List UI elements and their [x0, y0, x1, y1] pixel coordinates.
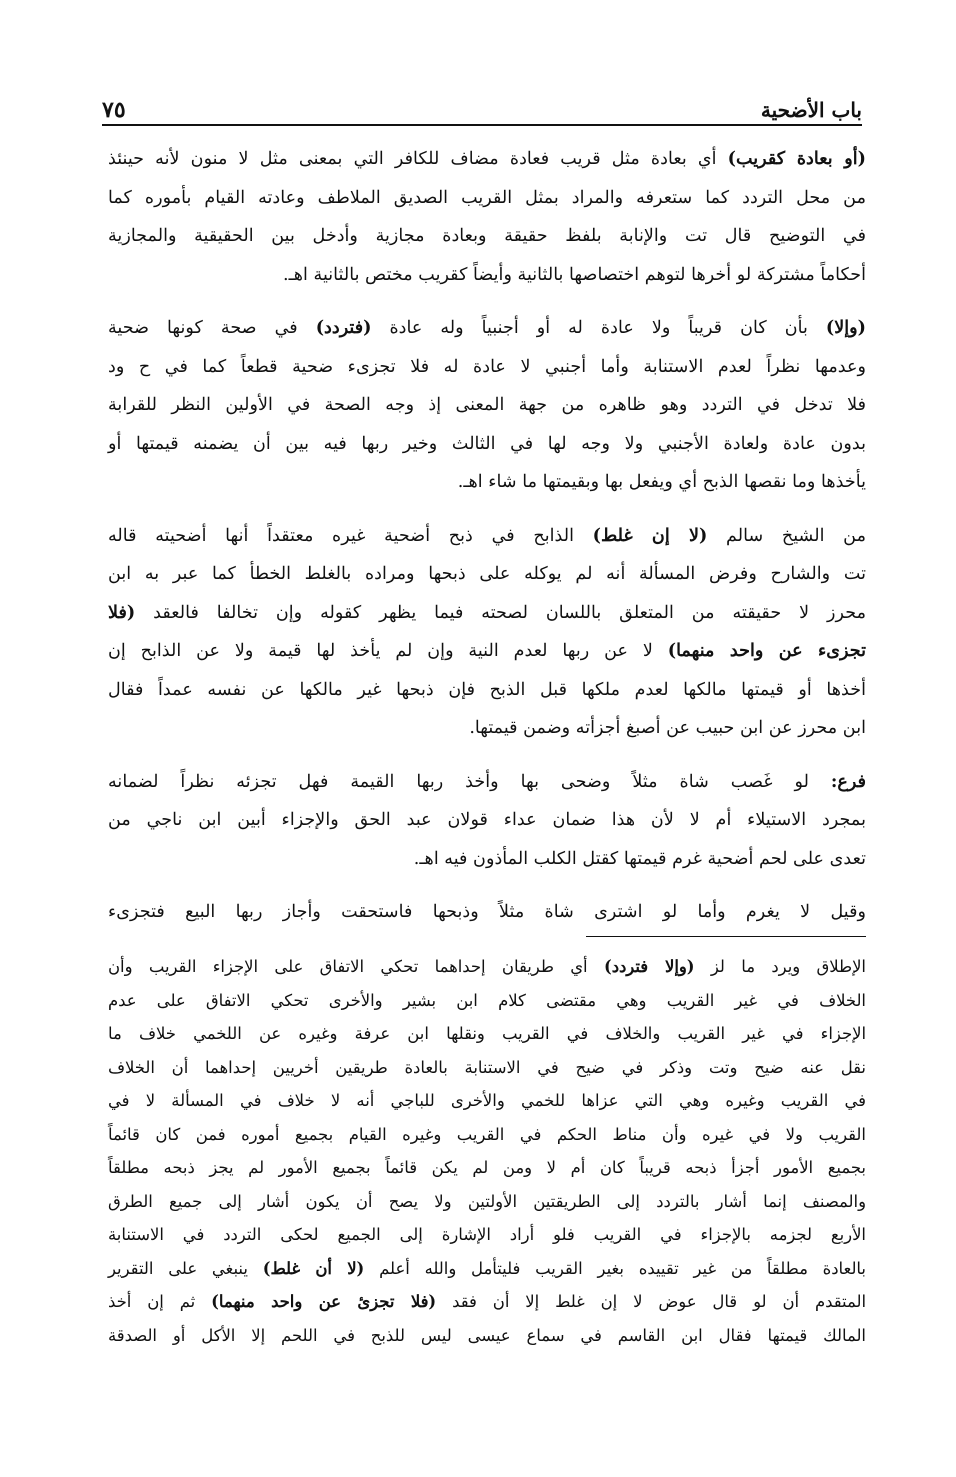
bold-phrase: (فلا تجزئ عن واحد منهما) [211, 1292, 437, 1311]
text-line: الإطلاق ويرد ما لز (وإلا فتردد) أي طريقان إحداهما تحكي الاتفاق على الإجزاء القريب وأن [108, 957, 866, 976]
text-line: في التوضيح قال تت والإنابة بلفظ حقيقة وبعادة مجازية وأدخل بين الحقيقية والمجازية [108, 226, 866, 246]
text-line: بدون عادة ولعادة الأجنبي ولا وجه لها في الثالث وخير ربها فيه بين أن يضمنه قيمتها أو [108, 433, 866, 454]
paragraph-4 [108, 763, 866, 879]
chapter-title: باب الأضحية [747, 96, 862, 124]
text-line: (وإلا) بأن كان قريباً ولا عادة له أو أجنبياً وله عادة (فتردد) في صحة كونها ضحية [108, 317, 866, 338]
main-text [108, 140, 866, 947]
bold-phrase: (وإلا) [825, 317, 866, 338]
text-line: المتقدم أن لو قال عوض لا إن غلط إلا أن فقد (فلا تجزئ عن واحد منهما) ثم إن أخذ [108, 1292, 866, 1311]
text-line: (أو بعادة كقريب) أي بعادة مثل قريب فعادة مضاف للكافر التي بمعنى مثل لا منون لأنه حينئذ [108, 148, 866, 169]
text-line: يأخذها وما نقصها الذبح أي ويفعل بها وبقيمتها ما شاء اهـ. [457, 472, 866, 492]
text-line: تجزىء عن واحد منهما) لا عن ربها لعدم النية وإن لم يأخذ لها قيمة ولا عن الذابح إن [108, 640, 866, 661]
bold-phrase: (فتردد) [315, 317, 372, 338]
text-line: وقيل لا يغرم وأما لو اشترى شاة مثلاً وذبحها فاستحقت وأجاز ربها البيع فتجزىء [108, 902, 866, 922]
text-line: الإجزاء في غير القريب والخلاف في القريب ونقلها ابن عرفة وغيره عن اللخمي خلاف ما [108, 1024, 866, 1043]
text-line: فرع: لو غَصب شاة مثلاً وضحى بها وأخذ ربها القيمة فهل تجزئه نظراً لضمانه [108, 770, 867, 792]
paragraph-5 [108, 893, 866, 932]
bold-phrase: تجزىء عن واحد منهما) [667, 640, 866, 661]
text-line: الأربع لجزمه بالإجزاء في القريب فلو أراد الإشارة إلى الجميع لحكى التردد في الاستنابة [108, 1225, 866, 1244]
text-line: من الشيخ سالم (لا إن غلط) الذابح في ذبح أضحية غيره معتقداً أنها أضحيته قاله [108, 524, 866, 546]
running-header [102, 90, 862, 126]
text-line: محرز لا حقيقته من المتعلق باللسان لصحته فيما يظهر كقوله وإن تخالفا فالعقد (فلا [108, 601, 866, 623]
paragraph-2 [108, 309, 866, 502]
text-line: بجميع الأمور أجزأ ذبحه قريباً كان أم لا ومن لم يكن قائماً بجميع الأمور لم يجز ذبحه مطلقاً [108, 1158, 866, 1177]
bold-phrase: (وإلا فتردد) [603, 957, 695, 976]
text-line: المالك قيمتها فقال ابن القاسم في سماع عيسى ليس للذبح في اللحم إلا الأكل أو الصدقة [108, 1325, 866, 1345]
bold-phrase: (لا أن غلط) [262, 1258, 365, 1278]
text-line: الخلاف في غير القريب وهي مقتضى كلام ابن بشير والأخرى تحكي الاتفاق على عدم [108, 990, 866, 1010]
text-line: من محل التردد كما ستعرفه والمراد بمثل القريب الصديق الملاطف وعادته القيام بأموره كما [108, 187, 866, 208]
text-line: أحكاماً مشتركة لو أخرها لتوهم اختصاصها بالثانية وأيضاً كقريب مختص بالثانية اهـ. [283, 264, 866, 285]
bold-phrase: (أو بعادة كقريب) [727, 148, 866, 169]
text-line: في القريب وغيره وهي التي عزاها للخمي والأخرى للباجي أنه لا خلاف في المسألة لا في [108, 1091, 867, 1110]
text-line: والمصنف إنما أشار بالتردد إلى الطريقتين الأولتين ولا يصح أن يكون أشار إلى جميع الطرق [108, 1191, 866, 1211]
text-line: أخذها أو قيمتها مالكها لعدم ملكها قبل الذبح فإن ذبحها غير مالكها عن نفسه عمداً فقال [108, 679, 866, 700]
text-line: وعدمها نظراً لعدم الاستنابة وأما أجنبي لا عادة له فلا تجزىء ضحية قطعاً كما في ح ود [108, 356, 866, 377]
bold-phrase: فرع: [830, 770, 867, 792]
text-line: بالعادة مطلقاً من غير تقييده بغير القريب فليتأمل والله أعلم (لا أن غلط) ينبغي على التقرير [108, 1258, 866, 1278]
text-line: القريب ولا في غيره وأن مناط الحكم في القريب وغيره القيام بجميع أموره فمن كان قائماً [108, 1124, 866, 1144]
text-line: نقل عنه ضيح وتت وذكر في ضيح في الاستنابة بالعادة طريقين أخريين إحداهما أن الخلاف [108, 1057, 866, 1077]
bold-phrase: (فلا [108, 601, 136, 623]
text-line: فلا تدخل في التردد وهو ظاهره من جهة المعنى إذ وجه الصحة في الأولين النظر للقرابة [108, 395, 866, 415]
text-line: تعدى على لحم أضحية غرم قيمتها كقتل الكلب المأذون فيه اهـ. [413, 848, 866, 869]
paragraph-3 [108, 517, 866, 748]
footnote-separator [586, 936, 866, 937]
text-line: ابن محرز عن ابن حبيب عن أصبغ أجزأته وضمن قيمتها. [469, 718, 866, 738]
paragraph-1 [108, 140, 866, 294]
text-line: بمجرد الاستيلاء أم لا لأن هذا ضمان عداء قولان عبد الحق والإجزاء أبين ابن ناجي من [108, 810, 866, 830]
bold-phrase: (لا إن غلط) [592, 524, 708, 546]
page-number: ٧٥ [102, 96, 140, 124]
text-line: تت والشارح وفرض المسألة أنه لم يوكله على ذبحها ومراده بالغلط الخطأ كما عبر به ابن [108, 564, 866, 584]
footnotes [108, 950, 866, 1352]
